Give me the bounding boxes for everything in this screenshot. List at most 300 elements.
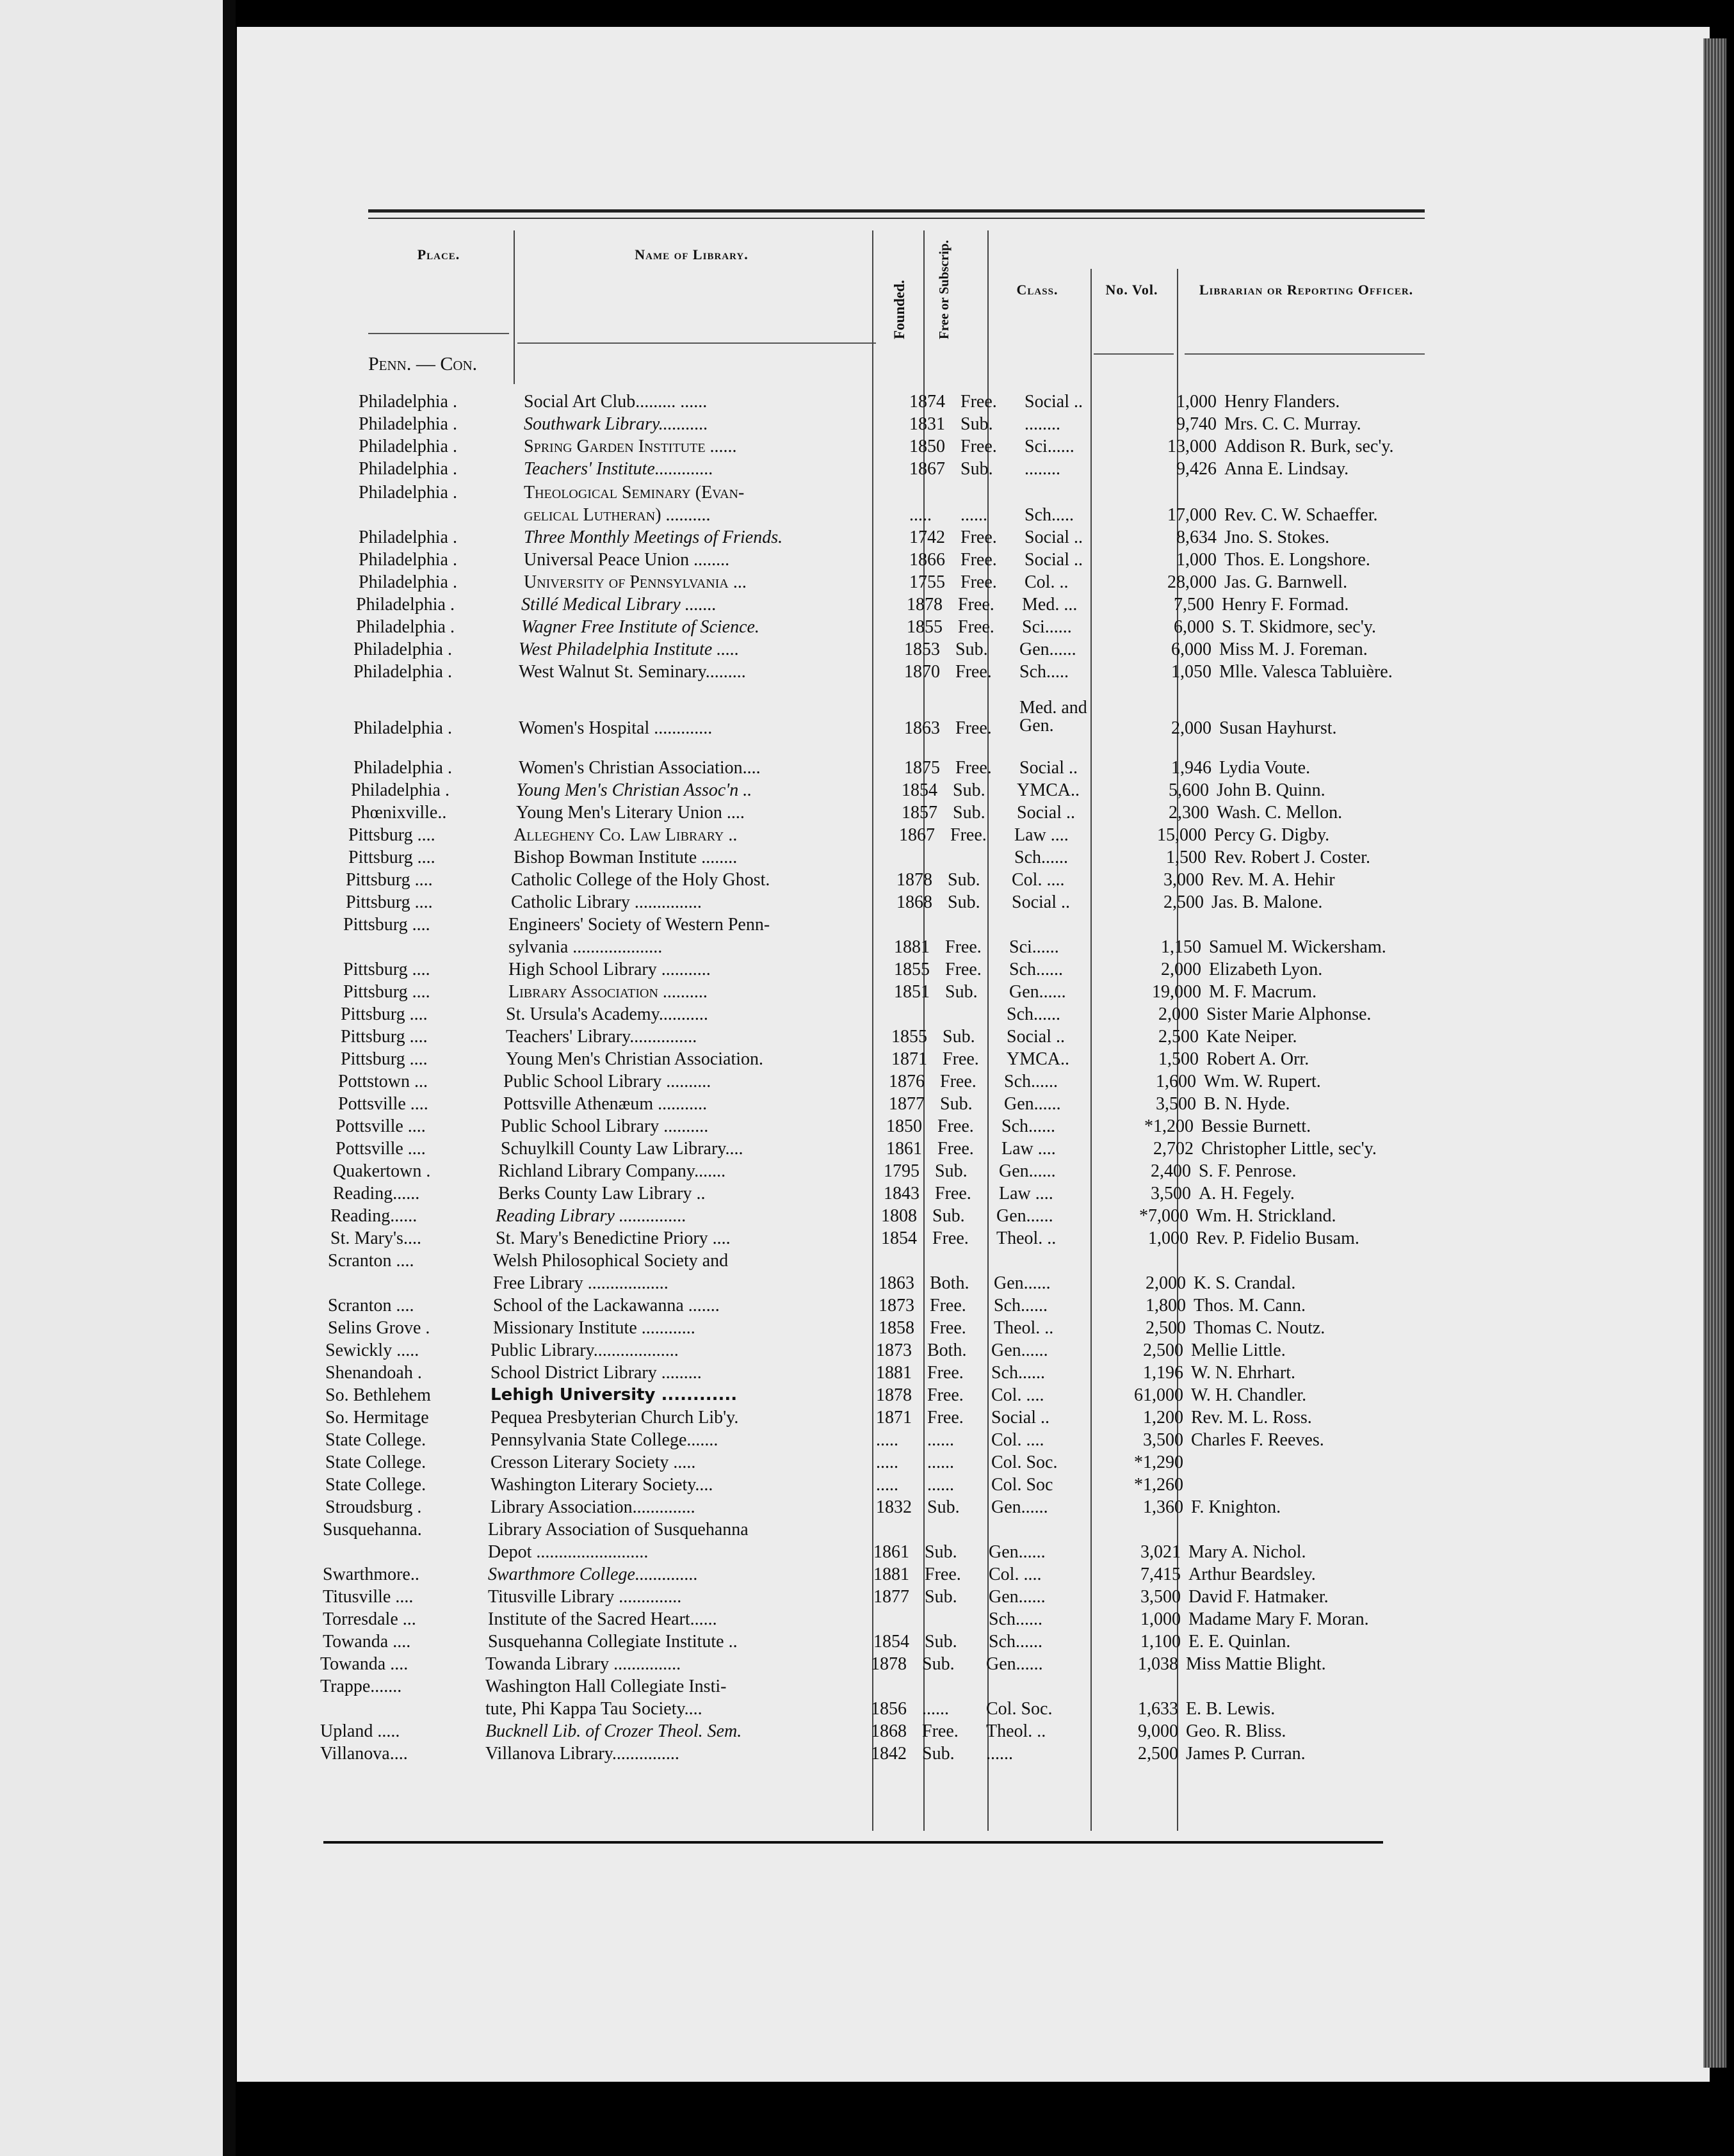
- class-cell: Social ..: [1025, 527, 1083, 547]
- place-cell: Pottsville ....: [338, 1094, 428, 1114]
- volumes-cell: 2,500: [1158, 1027, 1199, 1047]
- librarian-cell: Mellie Little.: [1191, 1340, 1286, 1360]
- table-row: [320, 1720, 1422, 1742]
- free-subscrip-cell: Sub.: [948, 892, 980, 912]
- librarian-cell: Rev. M. L. Ross.: [1191, 1408, 1312, 1428]
- class-cell: Social ..: [1025, 392, 1083, 412]
- library-name-cell: sylvania ....................: [508, 937, 663, 957]
- table-row: [328, 1294, 1429, 1317]
- table-row: [333, 1160, 1434, 1182]
- librarian-cell: Samuel M. Wickersham.: [1209, 937, 1386, 957]
- table-row: [320, 1698, 1422, 1720]
- library-name-cell: Library Association of Susquehanna: [488, 1520, 749, 1540]
- class-cell: Social ..: [1017, 803, 1075, 823]
- table-row: [356, 616, 1457, 638]
- table-row: [328, 1272, 1429, 1294]
- place-cell: Pottsville ....: [336, 1116, 426, 1136]
- free-subscrip-cell: Free.: [922, 1721, 959, 1741]
- librarian-cell: Rev. C. W. Schaeffer.: [1224, 505, 1378, 525]
- free-subscrip-cell: Both.: [930, 1273, 969, 1293]
- library-name-cell: Engineers' Society of Western Penn-: [508, 915, 770, 935]
- class-cell: Sci......: [1009, 937, 1059, 957]
- librarian-cell: James P. Curran.: [1186, 1744, 1306, 1764]
- library-name-cell: Women's Christian Association....: [519, 758, 761, 778]
- table-row: [323, 1518, 1424, 1541]
- free-subscrip-cell: Free.: [927, 1385, 964, 1405]
- volumes-cell: 15,000: [1157, 825, 1206, 845]
- header-founded: Founded.: [891, 280, 907, 339]
- library-name-cell: Young Men's Literary Union ....: [516, 803, 745, 823]
- class-cell: Col. Soc.: [986, 1699, 1053, 1719]
- class-cell: Sci......: [1025, 437, 1074, 456]
- place-cell: Reading......: [333, 1184, 420, 1203]
- founded-cell: 1881: [873, 1565, 909, 1584]
- library-name-cell: Allegheny Co. Law Library ..: [514, 825, 738, 845]
- volumes-cell: 2,500: [1163, 892, 1204, 912]
- volumes-cell: 1,150: [1161, 937, 1201, 957]
- founded-cell: 1808: [881, 1206, 917, 1226]
- librarian-cell: Mary A. Nichol.: [1188, 1542, 1306, 1562]
- table-row: [359, 435, 1460, 458]
- library-name-cell: Bucknell Lib. of Crozer Theol. Sem.: [485, 1721, 742, 1741]
- librarian-cell: Henry F. Formad.: [1222, 595, 1349, 615]
- free-subscrip-cell: Sub.: [945, 982, 978, 1002]
- class-cell: Gen......: [999, 1161, 1056, 1181]
- founded-cell: 1875: [904, 758, 940, 778]
- place-cell: Philadelphia .: [353, 718, 452, 738]
- free-subscrip-cell: Free.: [927, 1408, 964, 1428]
- founded-cell: 1881: [876, 1363, 912, 1383]
- class-cell: Sci......: [1022, 617, 1072, 637]
- table-row: [359, 504, 1460, 526]
- librarian-cell: Mrs. C. C. Murray.: [1224, 414, 1361, 434]
- place-cell: State College.: [325, 1452, 426, 1472]
- table-row: [323, 1586, 1424, 1608]
- founded-cell: 1877: [873, 1587, 909, 1607]
- place-cell: Pittsburg ....: [343, 960, 430, 979]
- class-cell: Gen......: [986, 1654, 1043, 1674]
- free-subscrip-cell: ......: [922, 1699, 949, 1719]
- table-row: [325, 1474, 1427, 1496]
- founded-cell: 1861: [886, 1139, 922, 1159]
- place-cell: Torresdale ...: [323, 1609, 416, 1629]
- table-row: [351, 801, 1452, 824]
- free-subscrip-cell: Sub.: [953, 780, 985, 800]
- founded-cell: 1868: [871, 1721, 907, 1741]
- top-rule-thin: [368, 218, 1425, 219]
- library-name-cell: Free Library ..................: [493, 1273, 668, 1293]
- free-subscrip-cell: Free.: [960, 392, 997, 412]
- book-gutter: [223, 0, 236, 2156]
- table-row: [323, 1541, 1424, 1563]
- volumes-cell: 1,100: [1140, 1632, 1181, 1652]
- table-row: [359, 526, 1460, 549]
- librarian-cell: Jno. S. Stokes.: [1224, 527, 1330, 547]
- table-row: [359, 549, 1460, 571]
- library-name-cell: Southwark Library...........: [524, 414, 708, 434]
- library-name-cell: Cresson Literary Society .....: [490, 1452, 696, 1472]
- place-cell: Stroudsburg .: [325, 1497, 422, 1517]
- volumes-cell: 1,000: [1176, 392, 1217, 412]
- volumes-cell: *7,000: [1139, 1206, 1188, 1226]
- volumes-cell: 8,634: [1176, 527, 1217, 547]
- class-cell: ........: [1025, 414, 1060, 434]
- librarian-cell: Lydia Voute.: [1219, 758, 1311, 778]
- table-row: [359, 390, 1460, 413]
- librarian-cell: Susan Hayhurst.: [1219, 718, 1337, 738]
- free-subscrip-cell: Sub.: [927, 1497, 960, 1517]
- class-cell: Sch......: [991, 1363, 1045, 1383]
- class-cell: Gen......: [991, 1497, 1048, 1517]
- class-cell: Gen......: [1004, 1094, 1061, 1114]
- free-subscrip-cell: Free.: [940, 1072, 976, 1091]
- table-row: [356, 593, 1457, 616]
- free-subscrip-cell: Free.: [958, 617, 994, 637]
- library-name-cell: Berks County Law Library ..: [498, 1184, 706, 1203]
- library-name-cell: Public Library...................: [490, 1340, 679, 1360]
- class-cell: YMCA..: [1007, 1049, 1070, 1069]
- place-cell: State College.: [325, 1475, 426, 1495]
- place-cell: Philadelphia .: [359, 550, 457, 570]
- librarian-cell: E. E. Quinlan.: [1188, 1632, 1291, 1652]
- library-name-cell: Washington Literary Society....: [490, 1475, 713, 1495]
- volumes-cell: 3,500: [1143, 1430, 1183, 1450]
- place-cell: Philadelphia .: [359, 459, 457, 479]
- table-row: [325, 1429, 1427, 1451]
- volumes-cell: *1,290: [1134, 1452, 1183, 1472]
- founded-cell: 1850: [909, 437, 945, 456]
- volumes-cell: 1,633: [1138, 1699, 1178, 1719]
- founded-cell: 1878: [876, 1385, 912, 1405]
- library-name-cell: St. Ursula's Academy...........: [506, 1004, 708, 1024]
- place-cell: Quakertown .: [333, 1161, 431, 1181]
- librarian-cell: Christopher Little, sec'y.: [1201, 1139, 1377, 1159]
- volumes-cell: 1,946: [1171, 758, 1211, 778]
- library-name-cell: gelical Lutheran) ..........: [524, 505, 711, 525]
- library-name-cell: Library Association ..........: [508, 982, 708, 1002]
- library-name-cell: Reading Library ...............: [496, 1206, 686, 1226]
- librarian-cell: M. F. Macrum.: [1209, 982, 1317, 1002]
- table-row: [338, 1093, 1439, 1115]
- header-name: Name of Library.: [635, 246, 749, 262]
- class-cell: Col. ....: [991, 1430, 1044, 1450]
- founded-cell: 1854: [881, 1228, 917, 1248]
- place-cell: Philadelphia .: [353, 640, 452, 659]
- place-cell: Villanova....: [320, 1744, 408, 1764]
- free-subscrip-cell: Free.: [950, 825, 987, 845]
- volumes-cell: 5,600: [1169, 780, 1209, 800]
- free-subscrip-cell: Free.: [930, 1318, 966, 1338]
- library-name-cell: Public School Library ..........: [501, 1116, 709, 1136]
- class-cell: Gen......: [991, 1340, 1048, 1360]
- class-cell: Social ..: [991, 1408, 1049, 1428]
- volumes-cell: 1,800: [1146, 1296, 1186, 1315]
- table-row: [323, 1563, 1424, 1586]
- class-cell: Gen......: [1019, 640, 1076, 659]
- volumes-cell: 2,500: [1143, 1340, 1183, 1360]
- founded-cell: 1873: [879, 1296, 914, 1315]
- table-row: [325, 1384, 1427, 1406]
- founded-cell: 1854: [873, 1632, 909, 1652]
- place-cell: Shenandoah .: [325, 1363, 422, 1383]
- table-row: [320, 1653, 1422, 1675]
- free-subscrip-cell: Free.: [955, 758, 992, 778]
- library-name-cell: Bishop Bowman Institute ........: [514, 848, 738, 867]
- founded-cell: 1755: [909, 572, 945, 592]
- founded-cell: 1877: [889, 1094, 925, 1114]
- founded-cell: 1878: [871, 1654, 907, 1674]
- table-row: [353, 638, 1455, 661]
- place-cell: So. Hermitage: [325, 1408, 429, 1428]
- volumes-cell: 2,500: [1146, 1318, 1186, 1338]
- library-name-cell: Social Art Club......... ......: [524, 392, 708, 412]
- library-name-cell: Susquehanna Collegiate Institute ..: [488, 1632, 738, 1652]
- library-name-cell: Schuylkill County Law Library....: [501, 1139, 743, 1159]
- free-subscrip-cell: Free.: [937, 1116, 974, 1136]
- class-cell: YMCA..: [1017, 780, 1080, 800]
- volumes-cell: 1,360: [1143, 1497, 1183, 1517]
- class-cell: Gen......: [996, 1206, 1053, 1226]
- volumes-cell: 6,000: [1174, 617, 1214, 637]
- volumes-cell: 2,000: [1161, 960, 1201, 979]
- volumes-cell: 6,000: [1171, 640, 1211, 659]
- free-subscrip-cell: Free.: [955, 718, 992, 738]
- section-heading: Penn. — Con.: [368, 353, 478, 374]
- founded-cell: 1851: [894, 982, 930, 1002]
- library-name-cell: Pequea Presbyterian Church Lib'y.: [490, 1408, 739, 1428]
- librarian-cell: Geo. R. Bliss.: [1186, 1721, 1286, 1741]
- founded-cell: 1842: [871, 1744, 907, 1764]
- library-name-cell: Teachers' Library...............: [506, 1027, 697, 1047]
- class-cell: Gen......: [989, 1587, 1046, 1607]
- librarian-cell: Mlle. Valesca Tabluière.: [1219, 662, 1393, 682]
- volumes-cell: 1,500: [1166, 848, 1206, 867]
- librarian-cell: Rev. P. Fidelio Busam.: [1196, 1228, 1359, 1248]
- founded-cell: .....: [876, 1475, 898, 1495]
- class-cell: Gen......: [989, 1542, 1046, 1562]
- library-name-cell: Theological Seminary (Evan-: [524, 483, 745, 503]
- place-cell: Pittsburg ....: [343, 915, 430, 935]
- table-row: [325, 1496, 1427, 1518]
- place-cell: Scranton ....: [328, 1251, 414, 1271]
- founded-cell: 1858: [879, 1318, 914, 1338]
- librarian-cell: K. S. Crandal.: [1194, 1273, 1296, 1293]
- table-row: [353, 699, 1455, 739]
- table-row: [325, 1451, 1427, 1474]
- class-cell: Gen......: [994, 1273, 1051, 1293]
- place-cell: Trappe.......: [320, 1677, 402, 1696]
- header-underline-place: [368, 333, 509, 334]
- founded-cell: 1868: [896, 892, 932, 912]
- library-name-cell: Welsh Philosophical Society and: [493, 1251, 729, 1271]
- volumes-cell: 1,200: [1143, 1408, 1183, 1428]
- volumes-cell: 9,426: [1176, 459, 1217, 479]
- librarian-cell: W. N. Ehrhart.: [1191, 1363, 1296, 1383]
- volumes-cell: 3,000: [1163, 870, 1204, 890]
- class-cell: Col. ..: [1025, 572, 1069, 592]
- place-cell: Susquehanna.: [323, 1520, 422, 1540]
- librarian-cell: Arthur Beardsley.: [1188, 1565, 1316, 1584]
- free-subscrip-cell: Both.: [927, 1340, 967, 1360]
- volumes-cell: 1,500: [1158, 1049, 1199, 1069]
- header-underline-vol: [1094, 353, 1174, 355]
- place-cell: Sewickly .....: [325, 1340, 419, 1360]
- founded-cell: 1850: [886, 1116, 922, 1136]
- class-cell: Law ....: [1014, 825, 1069, 845]
- volumes-cell: 19,000: [1152, 982, 1201, 1002]
- class-cell: Sch.....: [1025, 505, 1074, 525]
- class-cell: Col. ....: [1012, 870, 1065, 890]
- table-row: [336, 1115, 1437, 1138]
- library-name-cell: University of Pennsylvania ...: [524, 572, 747, 592]
- founded-cell: .....: [876, 1430, 898, 1450]
- free-subscrip-cell: Free.: [935, 1184, 971, 1203]
- founded-cell: 1874: [909, 392, 945, 412]
- place-cell: Upland .....: [320, 1721, 400, 1741]
- class-cell: Social ..: [1007, 1027, 1065, 1047]
- free-subscrip-cell: Sub.: [935, 1161, 968, 1181]
- table-row: [341, 1003, 1442, 1026]
- free-subscrip-cell: ......: [927, 1430, 954, 1450]
- table-row: [341, 1026, 1442, 1048]
- free-subscrip-cell: Free.: [945, 960, 982, 979]
- library-name-cell: Pottsville Athenæum ...........: [503, 1094, 708, 1114]
- volumes-cell: 2,702: [1153, 1139, 1194, 1159]
- class-cell: Sch.....: [1019, 662, 1069, 682]
- volumes-cell: 1,000: [1140, 1609, 1181, 1629]
- place-cell: Towanda ....: [323, 1632, 411, 1652]
- class-cell: Gen......: [1009, 982, 1066, 1002]
- facing-page-edge: [0, 0, 223, 2156]
- librarian-cell: Bessie Burnett.: [1201, 1116, 1311, 1136]
- table-row: [323, 1630, 1424, 1653]
- free-subscrip-cell: ......: [927, 1452, 954, 1472]
- class-cell: Sch......: [1009, 960, 1063, 979]
- class-cell: Col. Soc.: [991, 1452, 1058, 1472]
- volumes-cell: 2,500: [1138, 1744, 1178, 1764]
- library-name-cell: St. Mary's Benedictine Priory ....: [496, 1228, 731, 1248]
- volumes-cell: 1,050: [1171, 662, 1211, 682]
- library-name-cell: Titusville Library ..............: [488, 1587, 682, 1607]
- librarian-cell: B. N. Hyde.: [1204, 1094, 1290, 1114]
- librarian-cell: Jas. B. Malone.: [1211, 892, 1323, 912]
- founded-cell: 1867: [899, 825, 935, 845]
- founded-cell: 1857: [902, 803, 937, 823]
- free-subscrip-cell: Sub.: [925, 1542, 957, 1562]
- place-cell: Philadelphia .: [359, 527, 457, 547]
- founded-cell: 1795: [884, 1161, 920, 1181]
- library-name-cell: Young Men's Christian Association.: [506, 1049, 764, 1069]
- librarian-cell: Rev. M. A. Hehir: [1211, 870, 1335, 890]
- place-cell: Philadelphia .: [356, 595, 455, 615]
- table-row: [359, 458, 1460, 480]
- table-row: [325, 1406, 1427, 1429]
- free-subscrip-cell: Free.: [927, 1363, 964, 1383]
- free-subscrip-cell: Free.: [943, 1049, 979, 1069]
- place-cell: Philadelphia .: [359, 572, 457, 592]
- library-name-cell: Swarthmore College..............: [488, 1565, 698, 1584]
- volumes-cell: 17,000: [1167, 505, 1217, 525]
- volumes-cell: 1,196: [1143, 1363, 1183, 1383]
- table-row: [343, 981, 1445, 1003]
- place-cell: Philadelphia .: [356, 617, 455, 637]
- volumes-cell: 3,500: [1156, 1094, 1196, 1114]
- place-cell: Pittsburg ....: [346, 870, 433, 890]
- librarian-cell: Anna E. Lindsay.: [1224, 459, 1349, 479]
- librarian-cell: Addison R. Burk, sec'y.: [1224, 437, 1394, 456]
- table-row: [348, 846, 1450, 869]
- header-class: Class.: [1016, 282, 1058, 298]
- free-subscrip-cell: Sub.: [948, 870, 980, 890]
- header-free-subscrip: Free or Subscrip.: [936, 240, 952, 339]
- place-cell: Pittsburg ....: [341, 1027, 428, 1047]
- library-name-cell: tute, Phi Kappa Tau Society....: [485, 1699, 702, 1719]
- header-underline-librarian: [1185, 353, 1425, 355]
- library-name-cell: Women's Hospital .............: [519, 718, 713, 738]
- library-name-cell: Depot .........................: [488, 1542, 649, 1562]
- free-subscrip-cell: Sub.: [955, 640, 988, 659]
- class-cell: Social ..: [1012, 892, 1070, 912]
- library-name-cell: School District Library .........: [490, 1363, 702, 1383]
- free-subscrip-cell: Sub.: [943, 1027, 975, 1047]
- free-subscrip-cell: ......: [960, 505, 987, 525]
- class-cell: Theol. ..: [994, 1318, 1054, 1338]
- founded-cell: 1871: [891, 1049, 927, 1069]
- place-cell: Phœnixville..: [351, 803, 447, 823]
- class-cell: Med. and Gen.: [1019, 699, 1087, 736]
- class-cell: Sch......: [1014, 848, 1068, 867]
- volumes-cell: 2,400: [1151, 1161, 1191, 1181]
- librarian-cell: Miss Mattie Blight.: [1186, 1654, 1326, 1674]
- class-cell: Sch......: [989, 1632, 1042, 1652]
- volumes-cell: 3,500: [1140, 1587, 1181, 1607]
- table-row: [341, 1048, 1442, 1070]
- table-row: [320, 1742, 1422, 1765]
- place-cell: Pittsburg ....: [346, 892, 433, 912]
- library-name-cell: High School Library ...........: [508, 960, 711, 979]
- volumes-cell: 9,000: [1138, 1721, 1178, 1741]
- class-cell: Law ....: [1001, 1139, 1056, 1159]
- header-place: Place.: [417, 246, 460, 262]
- header-librarian: Librarian or Reporting Officer.: [1199, 282, 1414, 298]
- place-cell: Titusville ....: [323, 1587, 414, 1607]
- col-divider-place: [514, 230, 515, 384]
- volumes-cell: 1,600: [1156, 1072, 1196, 1091]
- founded-cell: 1878: [896, 870, 932, 890]
- founded-cell: .....: [876, 1452, 898, 1472]
- class-cell: Social ..: [1025, 550, 1083, 570]
- free-subscrip-cell: Sub.: [932, 1206, 965, 1226]
- table-row: [359, 571, 1460, 593]
- place-cell: Philadelphia .: [359, 437, 457, 456]
- table-row: [348, 824, 1450, 846]
- top-rule: [368, 209, 1425, 213]
- place-cell: Philadelphia .: [359, 483, 457, 503]
- volumes-cell: 2,300: [1169, 803, 1209, 823]
- class-cell: ......: [986, 1744, 1013, 1764]
- class-cell: Law ....: [999, 1184, 1053, 1203]
- volumes-cell: 7,415: [1140, 1565, 1181, 1584]
- librarian-cell: A. H. Fegely.: [1199, 1184, 1295, 1203]
- volumes-cell: 1,000: [1148, 1228, 1188, 1248]
- place-cell: Pittsburg ....: [348, 825, 435, 845]
- table-row: [343, 936, 1445, 958]
- class-cell: Col. ....: [991, 1385, 1044, 1405]
- table-row: [359, 413, 1460, 435]
- founded-cell: 1878: [907, 595, 943, 615]
- volumes-cell: 2,000: [1158, 1004, 1199, 1024]
- place-cell: So. Bethlehem: [325, 1385, 431, 1405]
